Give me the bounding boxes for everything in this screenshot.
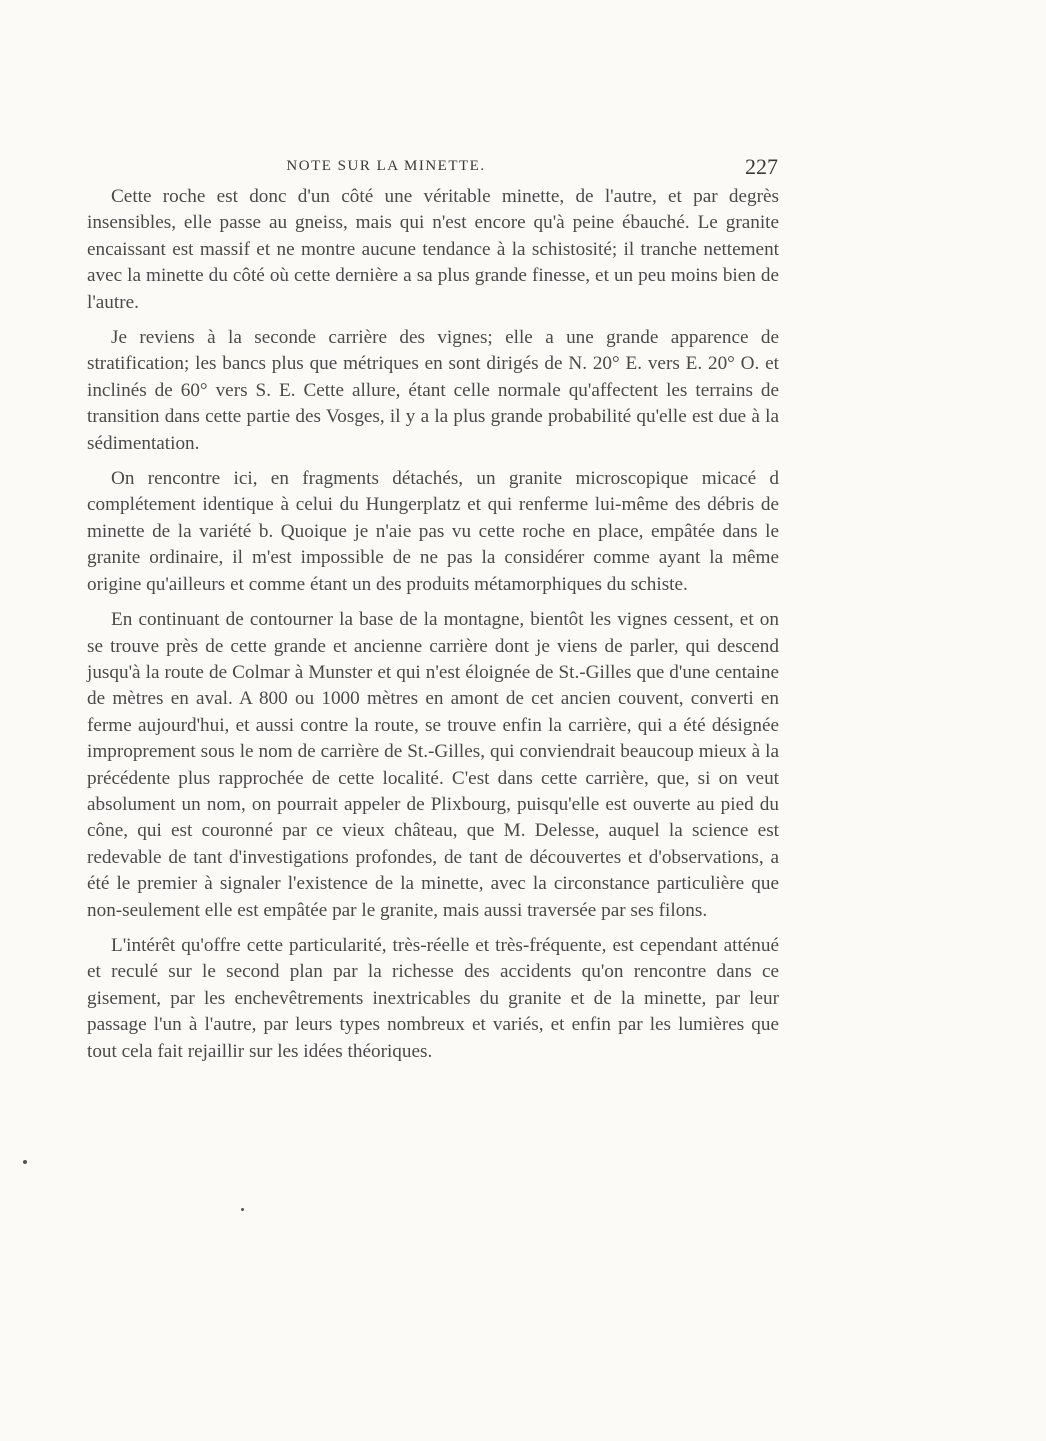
paragraph-4: En continuant de contourner la base de la montagne, bientôt les vignes cessent, et on se trouve près de cette grande et ancienne carrière dont je viens de parler, qui descend jusqu'à la route de Colmar à Munster et qui n'est éloignée de St.-Gilles que d'une centaine de mètres en aval. A 800 ou 1000 mètres en amont de cet ancien couvent, converti en ferme aujourd'hui, et aussi contre la route, se trouve enfin la carrière, qui a été désignée improprement sous le nom de carrière de St.-Gilles, qui conviendrait beaucoup mieux à la précédente plus rapprochée de cette localité. C'est dans cette carrière, que, si on veut absolument un nom, on pourrait appeler de Plixbourg, puisqu'elle est ouverte au pied du cône, qui est couronné par ce vieux château, que M. Delesse, auquel la science est redevable de tant d'investigations profondes, de tant de découvertes et d'observations, a été le premier à signaler l'existence de la minette, avec la circonstance particulière que non-seulement elle est empâtée par le granite, mais aussi traversée par ses filons. xyxy=(87,609,779,921)
page-number: 227 xyxy=(745,154,778,179)
paragraph-3: On rencontre ici, en fragments détachés, un granite microscopique micacé d complétement identique à celui du Hungerplatz et qui renferme lui-même des débris de minette de la variété b. Quoique je n'aie pas vu cette roche en place, empâtée dans le granite ordinaire, il m'est impossible de ne pas la considérer comme ayant la même origine qu'ailleurs et comme étant un des produits métamorphiques du schiste. xyxy=(87,468,779,595)
running-header xyxy=(86,154,778,178)
scan-speck xyxy=(23,1160,27,1164)
paragraph-2: Je reviens à la seconde carrière des vignes; elle a une grande apparence de stratification; les bancs plus que métriques en sont dirigés de N. 20° E. vers E. 20° O. et inclinés de 60° vers S. E. Cette allure, étant celle normale qu'affectent les terrains de transition dans cette partie des Vosges, il y a la plus grande probabilité qu'elle est due à la sédimentation. xyxy=(87,327,779,454)
scan-speck xyxy=(241,1208,244,1211)
paragraph-1: Cette roche est donc d'un côté une véritable minette, de l'autre, et par degrès insensibles, elle passe au gneiss, mais qui n'est encore qu'à peine ébauché. Le granite encaissant est massif et ne montre aucune tendance à la schistosité; il tranche nettement avec la minette du côté où cette dernière a sa plus grande finesse, et un peu moins bien de l'autre. xyxy=(87,186,779,313)
paragraph-5: L'intérêt qu'offre cette particularité, très-réelle et très-fréquente, est cependant atténué et reculé sur le second plan par la richesse des accidents qu'on rencontre dans ce gisement, par les enchevêtrements inextricables du granite et de la minette, par leur passage l'un à l'autre, par leurs types nombreux et variés, et enfin par les lumières que tout cela fait rejaillir sur les idées théoriques. xyxy=(87,934,779,1062)
body-text xyxy=(87,184,779,1074)
running-title: NOTE SUR LA MINETTE. xyxy=(286,158,486,174)
